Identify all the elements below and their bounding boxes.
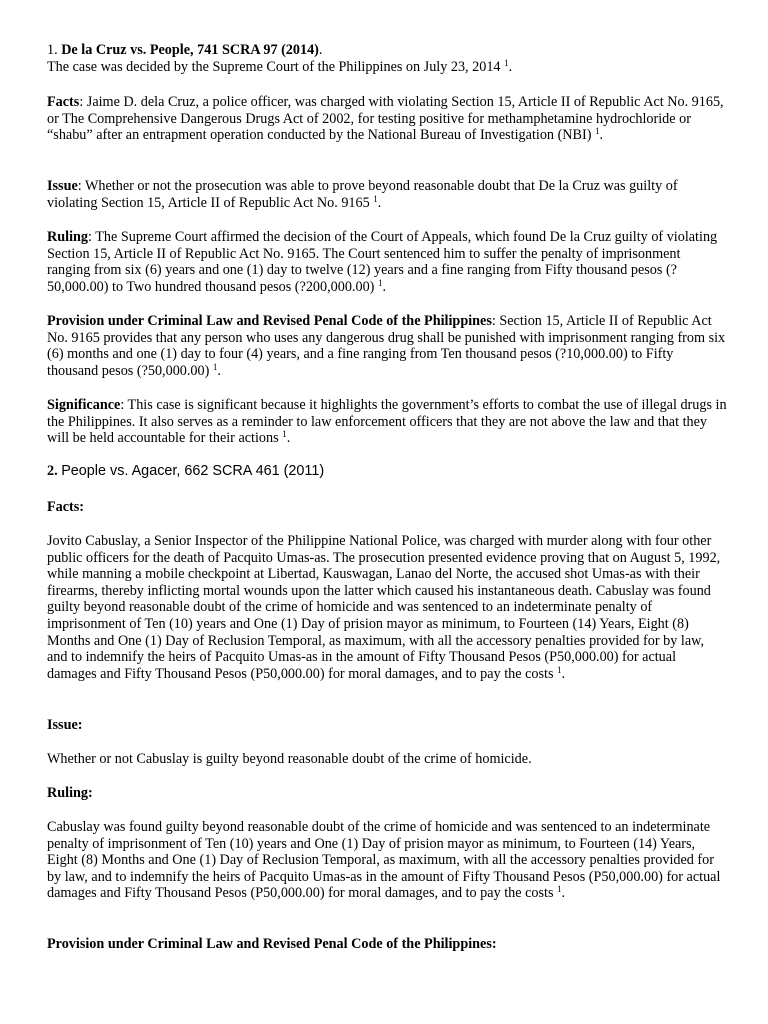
case1-title-period: . [318, 42, 323, 58]
case1-decided: The case was decided by the Supreme Court of the Philippines on July 23, 2014 [47, 58, 501, 75]
case2-ruling-heading [47, 785, 727, 802]
case2-facts [47, 533, 727, 682]
citation-marker: 1 [595, 126, 600, 137]
period: . [382, 278, 386, 295]
period: . [286, 430, 291, 447]
case1-provision [47, 313, 727, 379]
case1-provision-label: Provision under Criminal Law and Revised Penal Code of the Philippines [47, 313, 492, 329]
case1-heading [47, 42, 727, 75]
citation-marker: 1 [212, 361, 218, 372]
case2-issue [47, 751, 727, 768]
case1-issue-label: Issue [47, 178, 78, 194]
case1-title: De la Cruz vs. People, 741 SCRA 97 (2014) [61, 42, 319, 58]
period: . [508, 58, 513, 75]
case2-facts-label: Facts: [47, 499, 85, 515]
case1-ruling-label: Ruling [47, 229, 89, 245]
case1-significance-text: : This case is significant because it highlights the government’s efforts to combat the use of illegal drugs in the Philippines. It also serves as a reminder to law enforcement officers that they are not above the law and that they will be held accountable for their actions [47, 397, 727, 447]
case2-number: 2. [47, 463, 62, 479]
period: . [561, 885, 566, 902]
case1-facts [47, 94, 727, 144]
case1-significance-label: Significance [47, 397, 121, 413]
citation-marker: 1 [557, 664, 562, 675]
case1-ruling [47, 229, 727, 295]
case2-issue-heading [47, 717, 727, 734]
case1-facts-label: Facts [47, 94, 80, 110]
case2-title: People vs. Agacer, 662 SCRA 461 (2011) [61, 463, 325, 479]
citation-marker: 1 [377, 277, 383, 288]
case2-ruling [47, 819, 727, 902]
case1-provision-text: : Section 15, Article II of Republic Act No. 9165 provides that any person who uses any dangerous drug shall be punished with imprisonment ranging from six (6) months and one (1) day to four (4) years, and a fine ranging from Ten thousand pesos (?10,000.00) to Fifty thousand pesos (?50,000.00) [47, 313, 726, 379]
case1-facts-text: : Jaime D. dela Cruz, a police officer, was charged with violating Section 15, Article II of Republic Act No. 9165, or The Comprehensive Dangerous Drugs Act of 2002, for testing positive for methamphetamine hydrochloride or “shabu” after an entrapment operation conducted by the National Bureau of Investigation (NBI) [47, 94, 724, 144]
case1-issue-text: : Whether or not the prosecution was able to prove beyond reasonable doubt that De la Cruz was guilty of violating Section 15, Article II of Republic Act No. 9165 [47, 178, 678, 211]
period: . [561, 665, 566, 682]
case2-issue-label: Issue: [47, 717, 83, 733]
case2-facts-text: Jovito Cabuslay, a Senior Inspector of the Philippine National Police, was charged with murder along with four other public officers for the death of Pacquito Umas-as. The prosecution presented evidence proving that on August 5, 1992, while manning a mobile checkpoint at Libertad, Kauswagan, Lanao del Norte, the accused shot Umas-as with their firearms, thereby inflicting mortal wounds upon the latter which caused his instantaneous death. Cabuslay was found guilty beyond reasonable doubt of the crime of homicide and was sentenced to an indeterminate penalty of imprisonment of Ten (10) years and One (1) Day of prision mayor as minimum, to Fourteen (14) Years, Eight (8) Months and One (1) Day of Reclusion Temporal, as maximum, with all the accessory penalties provided for by law, and to indemnify the heirs of Pacquito Umas-as in the amount of Fifty Thousand Pesos (P50,000.00) for actual damages and Fifty Thousand Pesos (P50,000.00) for moral damages, and to pay the costs [47, 533, 721, 682]
case2-facts-heading [47, 499, 727, 516]
period: . [599, 127, 604, 144]
case2-ruling-text: Cabuslay was found guilty beyond reasonable doubt of the crime of homicide and was sentenced to an indeterminate penalty of imprisonment of Ten (10) years and One (1) Day of prision mayor as minimum, to Fourteen (14) Years, Eight (8) Months and One (1) Day of Reclusion Temporal, as maximum, with all the accessory penalties provided for by law, and to indemnify the heirs of Pacquito Umas-as in the amount of Fifty Thousand Pesos (P50,000.00) for actual damages and Fifty Thousand Pesos (P50,000.00) for moral damages, and to pay the costs [47, 819, 721, 902]
period: . [217, 362, 221, 379]
citation-marker: 1 [557, 884, 562, 895]
period: . [377, 194, 382, 211]
case1-number: 1. [47, 42, 62, 58]
case1-issue [47, 178, 727, 211]
case2-heading [47, 463, 727, 480]
case1-significance [47, 397, 727, 447]
case2-ruling-label: Ruling: [47, 785, 93, 801]
citation-marker: 1 [282, 429, 287, 440]
citation-marker: 1 [373, 193, 378, 204]
case2-provision-heading [47, 936, 727, 953]
citation-marker: 1 [504, 57, 509, 68]
case2-provision-label: Provision under Criminal Law and Revised Penal Code of the Philippines: [47, 936, 497, 952]
case1-ruling-text: : The Supreme Court affirmed the decision of the Court of Appeals, which found De la Cruz guilty of violating Section 15, Article II of Republic Act No. 9165. The Court sentenced him to suffer the penalty of imprisonment ranging from six (6) years and one (1) day to twelve (12) years and a fine ranging from Fifty thousand pesos (?50,000.00) to Two hundred thousand pesos (?200,000.00) [47, 229, 718, 295]
case2-issue-text: Whether or not Cabuslay is guilty beyond reasonable doubt of the crime of homicide. [47, 751, 532, 767]
